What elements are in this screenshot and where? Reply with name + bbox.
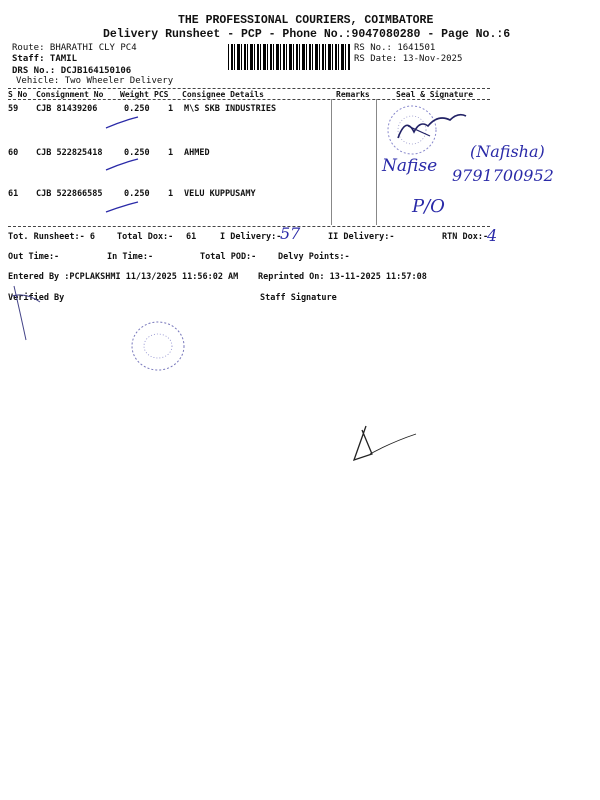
i-delivery-label: I Delivery:- — [220, 232, 282, 242]
row-60-consignee: AHMED — [184, 148, 210, 158]
col-seal-signature: Seal & Signature — [396, 90, 474, 99]
runsheet-title: Delivery Runsheet - PCP - Phone No.:9047080280 - Page No.:6 — [103, 28, 511, 41]
handwritten-name: Nafise — [382, 156, 438, 176]
row-61-sno: 61 — [8, 189, 19, 199]
row-59-consignment: CJB 81439206 — [36, 104, 98, 114]
drs-label: DRS No.: DCJB164150106 — [12, 66, 132, 76]
staff-signature-label: Staff Signature — [260, 293, 337, 303]
handwritten-phone: 9791700952 — [452, 166, 554, 185]
rtn-dox-label: RTN Dox:- — [442, 232, 489, 242]
row-61-consignment: CJB 522866585 — [36, 189, 103, 199]
header-rule-top — [8, 88, 490, 89]
row-60-pcs: 1 — [168, 148, 174, 158]
row-61-consignee: VELU KUPPUSAMY — [184, 189, 256, 199]
ii-delivery-label: II Delivery:- — [328, 232, 395, 242]
rtn-dox-handwritten: 4 — [487, 226, 498, 245]
tick-mark-row-59 — [104, 112, 144, 132]
company-title: THE PROFESSIONAL COURIERS, COIMBATORE — [178, 14, 434, 27]
col-consignee: Consignee Details — [182, 90, 264, 99]
handwritten-po: P/O — [412, 196, 445, 217]
handwritten-name-2: (Nafisha) — [470, 142, 545, 161]
row-59-pcs: 1 — [168, 104, 174, 114]
row-59-weight: 0.250 — [124, 104, 150, 114]
staff-signature-mark — [346, 420, 426, 470]
col-pcs: PCS — [154, 90, 169, 99]
signature-divider — [376, 99, 377, 225]
row-59-sno: 59 — [8, 104, 19, 114]
delvy-points: Delvy Points:- — [278, 252, 350, 262]
entered-by: Entered By :PCPLAKSHMI 11/13/2025 11:56:02 AM — [8, 272, 239, 282]
row-60-consignment: CJB 522825418 — [36, 148, 103, 158]
route-label: Route: BHARATHI CLY PC4 — [12, 43, 137, 53]
row-60-sno: 60 — [8, 148, 19, 158]
col-remarks: Remarks — [336, 90, 370, 99]
row-60-weight: 0.250 — [124, 148, 150, 158]
row-61-weight: 0.250 — [124, 189, 150, 199]
staff-label: Staff: TAMIL — [12, 54, 78, 64]
barcode — [228, 44, 350, 70]
total-dox-value: 61 — [186, 232, 197, 242]
verified-by-signature — [6, 282, 52, 346]
row-59-consignee: M\S SKB INDUSTRIES — [184, 104, 277, 114]
col-weight: Weight — [120, 90, 149, 99]
table-bottom-rule — [8, 226, 490, 227]
tot-runsheet: Tot. Runsheet:- 6 — [8, 232, 95, 242]
vehicle-label: Vehicle: Two Wheeler Delivery — [16, 76, 174, 86]
in-time: In Time:- — [107, 252, 154, 262]
row-61-pcs: 1 — [168, 189, 174, 199]
rs-date: RS Date: 13-Nov-2025 — [354, 54, 463, 64]
total-dox-label: Total Dox:- — [117, 232, 174, 242]
i-delivery-handwritten: 57 — [280, 224, 301, 243]
rs-number: RS No.: 1641501 — [354, 43, 436, 53]
out-time: Out Time:- — [8, 252, 60, 262]
verified-by: Verified By — [8, 293, 65, 303]
remarks-divider — [331, 99, 332, 225]
reprinted-on: Reprinted On: 13-11-2025 11:57:08 — [258, 272, 427, 282]
tick-mark-row-60 — [104, 155, 144, 175]
total-pod: Total POD:- — [200, 252, 257, 262]
round-seal-stamp — [126, 318, 190, 374]
company-seal-stamp — [378, 98, 478, 162]
tick-mark-row-61 — [104, 198, 144, 218]
col-sno: S No — [8, 90, 28, 99]
col-consignment: Consignment No — [36, 90, 104, 99]
